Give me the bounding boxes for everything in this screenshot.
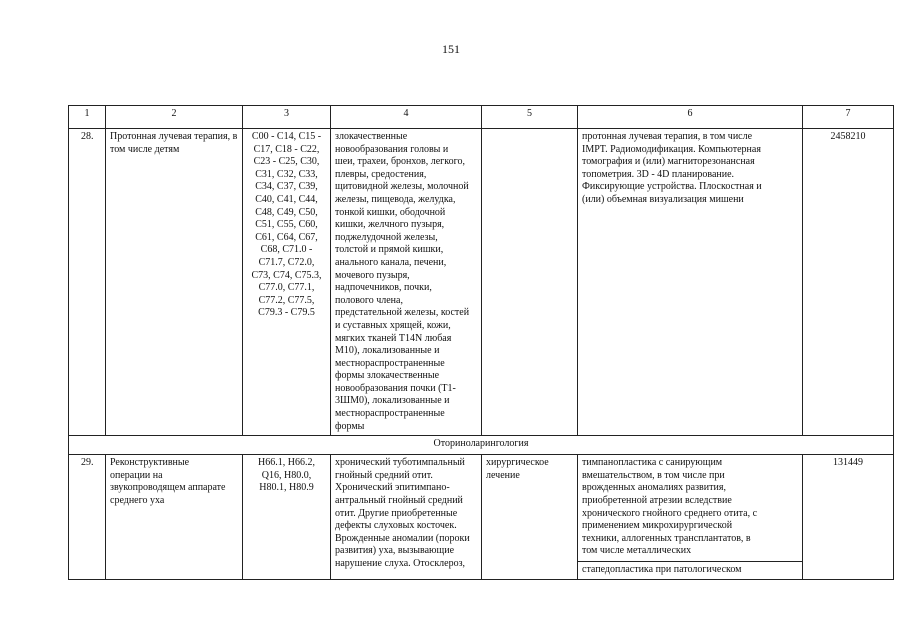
treatment-method	[578, 129, 803, 436]
name-line: звукопроводящем аппарате	[110, 482, 226, 494]
method-line: (или) объемная визуализация мишени	[582, 193, 744, 205]
price: 131449	[803, 455, 894, 580]
row-number: 29.	[69, 455, 106, 580]
model-line: плевры, средостения,	[335, 168, 427, 180]
model-line: надпочечников, почки,	[335, 282, 432, 294]
patient-model	[331, 455, 482, 580]
method-line: приобретенной атрезии вследствие	[582, 495, 732, 507]
treatment-line: хирургическое	[486, 457, 549, 469]
services-table	[68, 105, 894, 580]
method-line: вмешательством, в том числе при	[582, 469, 725, 481]
model-line: Хронический эпитимпано-	[335, 482, 450, 494]
model-line: гнойный средний отит.	[335, 469, 433, 481]
code-line: C31, C32, C33,	[255, 168, 318, 180]
section-title: Оториноларингология	[69, 436, 894, 455]
model-line: отит. Другие приобретенные	[335, 507, 458, 519]
method-primary	[578, 455, 802, 562]
model-line: M10), локализованные и	[335, 345, 440, 357]
model-line: злокачественные	[335, 131, 408, 142]
model-line: щитовидной железы, молочной	[335, 181, 469, 193]
method-line: Фиксирующие устройства. Плоскостная и	[582, 181, 762, 193]
code-line: C23 - C25, C30,	[253, 156, 320, 168]
model-line: местнораспространенные	[335, 357, 445, 369]
model-line: мягких тканей T14N любая	[335, 332, 452, 344]
column-header: 4	[331, 106, 482, 129]
model-line: формы	[335, 420, 365, 432]
model-line: анального канала, печени,	[335, 256, 447, 268]
model-line: Врожденные аномалии (пороки	[335, 532, 470, 544]
header-row	[69, 106, 894, 129]
code-line: C77.2, C77.5,	[258, 294, 315, 306]
model-line: хронический туботимпальный	[335, 457, 465, 469]
model-line: формы злокачественные	[335, 370, 440, 382]
column-header: 3	[243, 106, 331, 129]
model-line: тонкой кишки, ободочной	[335, 206, 446, 218]
price: 2458210	[803, 129, 894, 436]
model-line: местнораспространенные	[335, 408, 445, 420]
code-line: C40, C41, C44,	[255, 193, 318, 205]
treatment-method	[578, 455, 803, 580]
method-line: томография и (или) магниторезонансная	[582, 156, 755, 168]
method-line: том числе металлических	[582, 545, 692, 557]
row-number: 28.	[69, 129, 106, 436]
code-line: C61, C64, C67,	[255, 231, 318, 243]
column-header: 1	[69, 106, 106, 129]
name-line: среднего уха	[110, 495, 165, 507]
method-line: хронического гнойного среднего отита, с	[582, 507, 758, 519]
model-line: и суставных хрящей, кожи,	[335, 319, 451, 331]
column-header: 5	[482, 106, 578, 129]
model-line: железы, пищевода, желудка,	[335, 193, 456, 205]
name-line: Реконструктивные	[110, 457, 190, 469]
column-header: 2	[106, 106, 243, 129]
code-line: C79.3 - C79.5	[258, 307, 315, 319]
code-line: C71.7, C72.0,	[258, 256, 315, 268]
column-header: 6	[578, 106, 803, 129]
icd-codes	[243, 129, 331, 436]
service-name	[106, 455, 243, 580]
patient-model	[331, 129, 482, 436]
model-line: новообразования почки (T1-	[335, 382, 456, 394]
model-line: развития) уха, вызывающие	[335, 545, 455, 557]
method-line: топометрия. 3D - 4D планирование.	[582, 168, 735, 180]
treatment-line: лечение	[486, 469, 520, 481]
method-line: техники, аллогенных трансплантатов, в	[582, 532, 751, 544]
code-line: C73, C74, C75.3,	[251, 269, 322, 281]
treatment-type	[482, 455, 578, 580]
model-line: толстой и прямой кишки,	[335, 244, 444, 256]
model-line: шеи, трахеи, бронхов, легкого,	[335, 156, 465, 168]
model-line: дефекты слуховых косточек.	[335, 520, 457, 532]
model-line: поджелудочной железы,	[335, 231, 438, 243]
code-line: Q16, H80.0,	[261, 469, 312, 481]
icd-codes	[243, 455, 331, 580]
name-line: операции на	[110, 469, 163, 481]
section-row	[69, 436, 894, 455]
method-secondary: стапедопластика при патологическом	[582, 564, 742, 576]
table-row	[69, 455, 894, 580]
model-line: кишки, желчного пузыря,	[335, 219, 445, 231]
method-line: применением микрохирургической	[582, 520, 733, 532]
page-number: 151	[442, 42, 460, 56]
model-line: нарушение слуха. Отосклероз,	[335, 558, 466, 569]
table-row	[69, 129, 894, 436]
method-line: тимпанопластика с санирующим	[582, 457, 723, 469]
treatment-type	[482, 129, 578, 436]
code-line: H66.1, H66.2,	[258, 457, 315, 469]
model-line: полового члена,	[335, 294, 403, 306]
code-line: C68, C71.0 -	[260, 244, 313, 256]
model-line: мочевого пузыря,	[335, 269, 410, 281]
model-line: предстательной железы, костей	[335, 307, 470, 319]
method-line: IMPT. Радиомодификация. Компьютерная	[582, 143, 761, 155]
code-line: C77.0, C77.1,	[258, 282, 315, 294]
code-line: C34, C37, C39,	[255, 181, 318, 193]
code-line: C17, C18 - C22,	[253, 143, 320, 155]
code-line: H80.1, H80.9	[259, 482, 314, 494]
code-line: C48, C49, C50,	[255, 206, 318, 218]
model-line: 3ШМ0), локализованные и	[335, 395, 450, 407]
method-line: протонная лучевая терапия, в том числе	[582, 131, 753, 142]
model-line: новообразования головы и	[335, 143, 449, 155]
code-line: C51, C55, C60,	[255, 219, 318, 231]
method-line: врожденных аномалиях развития,	[582, 482, 726, 494]
service-name: Протонная лучевая терапия, в том числе детям	[106, 129, 243, 436]
column-header: 7	[803, 106, 894, 129]
code-line: C00 - C14, C15 -	[251, 131, 322, 142]
model-line: антральный гнойный средний	[335, 495, 463, 507]
